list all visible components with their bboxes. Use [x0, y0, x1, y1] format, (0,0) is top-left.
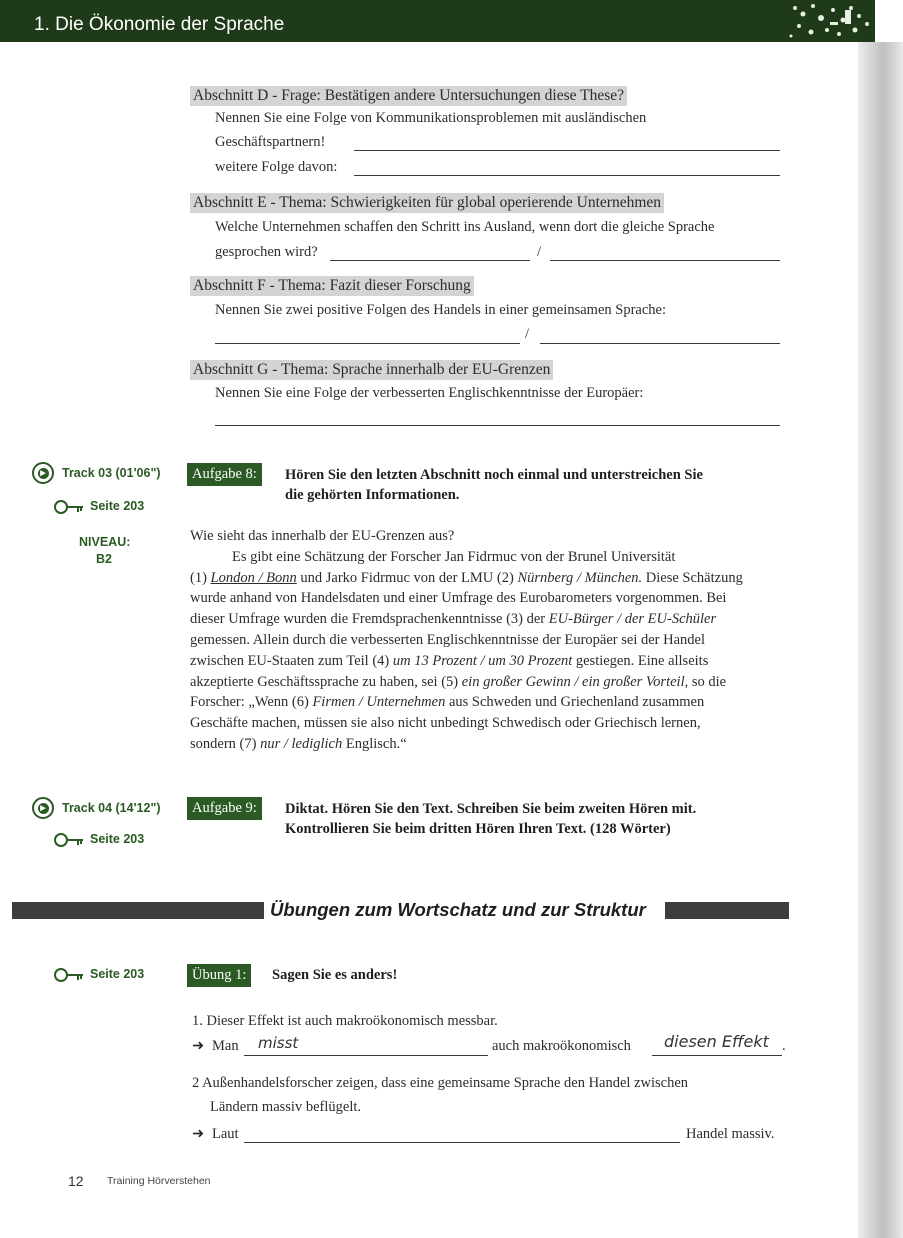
answer-line-1b[interactable]: [652, 1055, 782, 1056]
exercise-item-2: 2 Außenhandelsforscher zeigen, dass eine gemeinsame Sprache den Handel zwischen: [192, 1075, 689, 1091]
answer-line-f2[interactable]: [540, 343, 780, 344]
passage-line: wurde anhand von Handelsdaten und einer Umfrage des Eurobarometers vorgenommen. Bei: [190, 590, 727, 607]
section-band-left: [12, 902, 264, 919]
key-icon: [54, 499, 84, 515]
reading-passage: [190, 526, 788, 755]
audio-cd-icon[interactable]: ▶: [32, 797, 54, 819]
passage-line: zwischen EU-Staaten zum Teil (4) um 13 Prozent / um 30 Prozent gestiegen. Eine allseits: [190, 652, 709, 669]
audio-cd-icon[interactable]: ▶: [32, 462, 54, 484]
key-icon: [54, 832, 84, 848]
answer-line-1a[interactable]: [244, 1055, 488, 1056]
solution-page-ref[interactable]: Seite 203: [90, 832, 145, 846]
exercise-item-2-cont: Ländern massiv beflügelt.: [210, 1099, 361, 1115]
task-badge-uebung-1: Übung 1:: [187, 964, 251, 987]
task-instruction-line1: Diktat. Hören Sie den Text. Schreiben Sie beim zweiten Hören mit.: [285, 801, 697, 817]
option-5[interactable]: ein großer Gewinn / ein großer Vorteil,: [461, 673, 689, 690]
passage-line: Es gibt eine Schätzung der Forscher Jan Fidrmuc von der Brunel Universität: [232, 548, 676, 565]
page-edge-shadow: [858, 42, 903, 1238]
task-instruction-line2: Kontrollieren Sie beim dritten Hören Ihren Text. (128 Wörter): [285, 821, 671, 837]
separator-slash: /: [537, 244, 542, 260]
option-3[interactable]: EU-Bürger / der EU-Schüler: [548, 611, 717, 628]
niveau-label: NIVEAU:: [79, 535, 131, 549]
passage-line: (1) London / Bonn und Jarko Fidrmuc von der LMU (2) Nürnberg / München. Diese Schätzung: [190, 569, 743, 586]
arrow-right-icon: ➜: [192, 1126, 205, 1142]
rewrite-suffix: Handel massiv.: [686, 1126, 775, 1142]
chapter-title: 1. Die Ökonomie der Sprache: [34, 14, 285, 35]
answer-line-2[interactable]: [244, 1142, 680, 1143]
separator-slash: /: [525, 326, 530, 342]
option-7[interactable]: nur / lediglich: [260, 735, 343, 752]
passage-line: Geschäfte machen, müssen sie also nicht unbedingt Schwedisch oder Griechisch lernen,: [190, 715, 701, 732]
arrow-right-icon: ➜: [192, 1038, 205, 1054]
track-04-label[interactable]: Track 04 (14'12"): [62, 801, 161, 815]
page-number: 12: [68, 1173, 84, 1189]
rewrite-prefix: Man: [212, 1038, 239, 1054]
passage-line: gemessen. Allein durch die verbesserten Englischkenntnisse der Europäer sei der Handel: [190, 631, 705, 648]
answer-line-e2[interactable]: [550, 260, 780, 261]
rewrite-prefix: Laut: [212, 1126, 239, 1142]
passage-line: sondern (7) nur / lediglich Englisch.“: [190, 735, 407, 752]
option-1[interactable]: London / Bonn: [210, 569, 297, 586]
section-band-right: [665, 902, 789, 919]
answer-line-d2[interactable]: [354, 175, 780, 176]
task-badge-aufgabe-9: Aufgabe 9:: [187, 797, 262, 820]
section-f-line1: Nennen Sie zwei positive Folgen des Handels in einer gemeinsamen Sprache:: [215, 302, 666, 318]
solution-page-ref[interactable]: Seite 203: [90, 499, 145, 513]
rewrite-middle: auch makroökonomisch: [492, 1038, 631, 1054]
section-d-line1: Nennen Sie eine Folge von Kommunikationsproblemen mit ausländischen: [215, 110, 647, 126]
option-6[interactable]: Firmen / Unternehmen: [312, 694, 446, 711]
answer-line-f1[interactable]: [215, 343, 520, 344]
option-4[interactable]: um 13 Prozent / um 30 Prozent: [392, 652, 573, 669]
answer-line-d1[interactable]: [354, 150, 780, 151]
task-instruction-line1: Hören Sie den letzten Abschnitt noch einmal und unterstreichen Sie: [285, 467, 703, 483]
task-instruction-line2: die gehörten Informationen.: [285, 487, 460, 503]
answer-line-g1[interactable]: [215, 425, 780, 426]
passage-question: Wie sieht das innerhalb der EU-Grenzen aus?: [190, 528, 455, 544]
answer-line-e1[interactable]: [330, 260, 530, 261]
section-e-label: Abschnitt E - Thema: Schwierigkeiten für global operierende Unternehmen: [190, 193, 664, 213]
passage-line: Forscher: „Wenn (6) Firmen / Unternehmen aus Schweden und Griechenland zusammen: [190, 694, 705, 711]
section-f-label: Abschnitt F - Thema: Fazit dieser Forschung: [190, 276, 474, 296]
exercise-item-1: 1. Dieser Effekt ist auch makroökonomisch messbar.: [192, 1013, 498, 1029]
section-d-line2: Geschäftspartnern!: [215, 134, 326, 150]
section-d-line3: weitere Folge davon:: [215, 159, 338, 175]
sentence-end: .: [782, 1038, 786, 1054]
handwritten-answer: misst: [258, 1034, 299, 1052]
section-e-line1: Welche Unternehmen schaffen den Schritt ins Ausland, wenn dort die gleiche Sprache: [215, 219, 715, 235]
footer-book-title: Training Hörverstehen: [107, 1175, 211, 1187]
handwritten-answer: diesen Effekt: [664, 1032, 769, 1051]
passage-line: dieser Umfrage wurden die Fremdsprachenkenntnisse (3) der EU-Bürger / der EU-Schüler: [190, 611, 717, 628]
niveau-value: B2: [96, 552, 112, 566]
track-03-label[interactable]: Track 03 (01'06"): [62, 466, 161, 480]
section-g-label: Abschnitt G - Thema: Sprache innerhalb der EU-Grenzen: [190, 360, 553, 380]
passage-line: akzeptierte Geschäftssprache zu haben, sei (5) ein großer Gewinn / ein großer Vorteil, so die: [190, 673, 727, 690]
solution-page-ref[interactable]: Seite 203: [90, 967, 145, 981]
option-2[interactable]: Nürnberg / München.: [517, 569, 643, 586]
task-badge-aufgabe-8: Aufgabe 8:: [187, 463, 262, 486]
section-e-line2: gesprochen wird?: [215, 244, 318, 260]
key-icon: [54, 967, 84, 983]
section-g-line1: Nennen Sie eine Folge der verbesserten Englischkenntnisse der Europäer:: [215, 385, 644, 401]
ornament-icon: [785, 0, 875, 42]
section-title: Übungen zum Wortschatz und zur Struktur: [270, 899, 646, 920]
section-d-label: Abschnitt D - Frage: Bestätigen andere Untersuchungen diese These?: [190, 86, 627, 106]
task-instruction: Sagen Sie es anders!: [272, 967, 398, 983]
